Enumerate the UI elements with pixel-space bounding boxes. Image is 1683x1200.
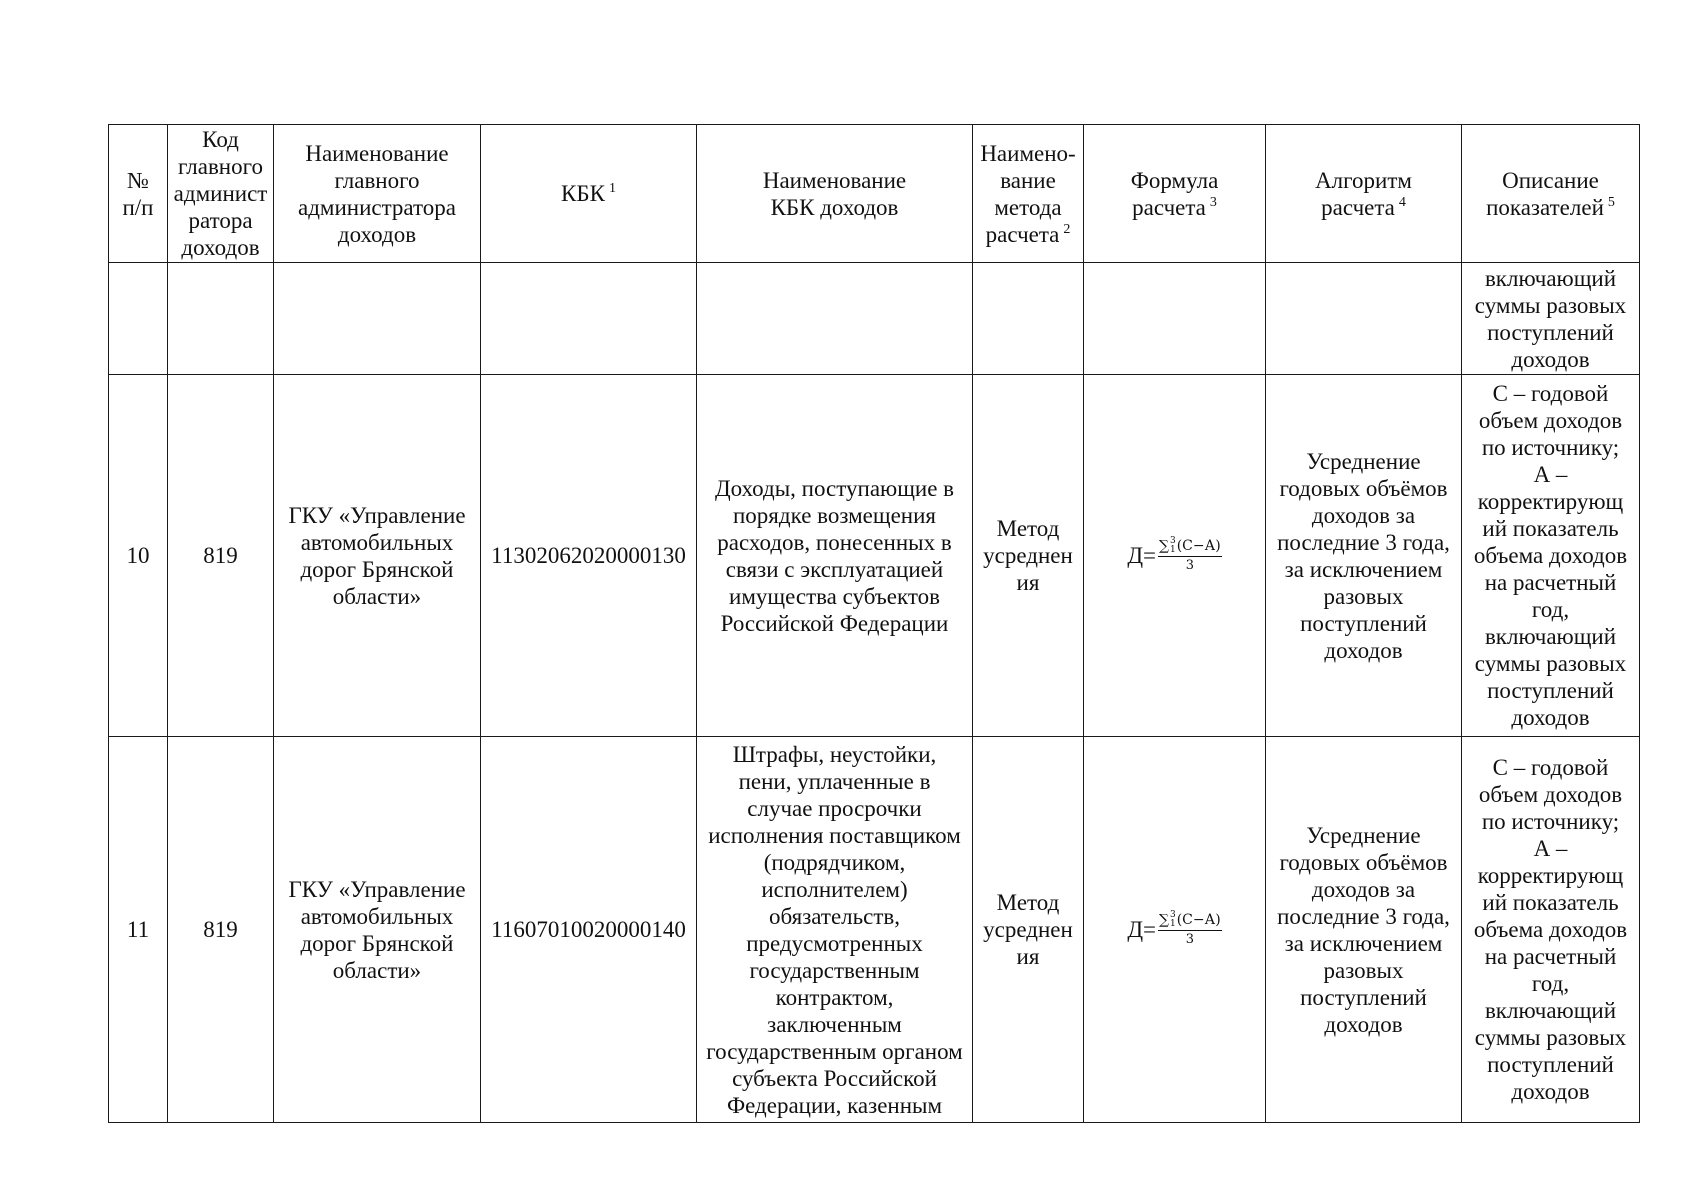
- formula-numerator: [1158, 537, 1222, 557]
- header-algorithm: [1266, 125, 1462, 263]
- row-number: 11: [126, 917, 150, 942]
- header-row: [109, 125, 1640, 263]
- footnote-mark-5: 5: [1607, 194, 1615, 210]
- method-name: Метод усреднен ия: [983, 516, 1073, 595]
- header-formula-text: Формула расчета: [1130, 167, 1219, 220]
- cell-kbk: [481, 375, 697, 737]
- formula-denominator: 3: [1185, 932, 1194, 947]
- header-admin-code: [168, 125, 274, 263]
- cell-kbk: [481, 737, 697, 1123]
- header-admin-code-text: Код главного админист ратора доходов: [173, 127, 268, 260]
- kbk-code: 11607010020000140: [491, 917, 686, 942]
- cell-method: [973, 375, 1084, 737]
- cell-admin-code: [168, 263, 274, 375]
- formula-expression: (С−А): [1176, 537, 1221, 554]
- cell-algorithm: [1266, 737, 1462, 1123]
- formula-lhs: Д=: [1127, 917, 1156, 942]
- formula-fraction: [1158, 537, 1222, 574]
- formula-denominator: 3: [1185, 558, 1194, 573]
- cell-algorithm: [1266, 375, 1462, 737]
- header-kbk-text: КБК: [561, 181, 605, 206]
- cell-algorithm: [1266, 263, 1462, 375]
- cell-method: [973, 737, 1084, 1123]
- sum-symbol: ∑: [1158, 537, 1169, 554]
- kbk-name: Доходы, поступающие в порядке возмещения расходов, понесенных в связи с эксплуатацией имущества субъектов Российской Федерации: [714, 475, 955, 636]
- sum-symbol: ∑: [1158, 911, 1169, 928]
- cell-num: [109, 375, 168, 737]
- formula-fraction: [1158, 911, 1222, 948]
- cell-description: [1462, 737, 1640, 1123]
- description-text: включающий суммы разовых поступлений доходов: [1474, 265, 1627, 372]
- kbk-name: Штрафы, неустойки, пени, уплаченные в случае просрочки исполнения поставщиком (подрядчиком, исполнителем) обязательств, предусмотренных государственным контрактом, заключенным государственным органом субъекта Российской Федерации, казенным: [706, 741, 963, 1118]
- description-text: С – годовой объем доходов по источнику; А – корректирующ ий показатель объема доходов на расчетный год, включающий суммы разовых поступлений доходов: [1473, 755, 1628, 1104]
- revenue-calculation-methods-table: [108, 124, 1640, 1123]
- formula-expression: (С−А): [1176, 911, 1221, 928]
- header-formula: [1084, 125, 1266, 263]
- cell-admin-name: [274, 263, 481, 375]
- cell-admin-name: [274, 375, 481, 737]
- header-description: [1462, 125, 1640, 263]
- header-admin-name-text: Наименование главного администратора доходов: [297, 140, 456, 247]
- row-number: 10: [126, 543, 150, 568]
- cell-admin-code: [168, 375, 274, 737]
- admin-name: ГКУ «Управление автомобильных дорог Брянской области»: [288, 502, 466, 609]
- admin-code: 819: [203, 543, 238, 568]
- footnote-mark-1: 1: [608, 181, 616, 196]
- cell-kbk-name: [697, 375, 973, 737]
- header-admin-name: [274, 125, 481, 263]
- header-method-text: Наимено- вание метода расчета: [980, 140, 1076, 247]
- cell-kbk-name: [697, 263, 973, 375]
- header-kbk-name: [697, 125, 973, 263]
- footnote-mark-2: 2: [1063, 221, 1071, 237]
- formula-lhs: Д=: [1127, 543, 1156, 568]
- method-name: Метод усреднен ия: [983, 890, 1073, 969]
- header-description-text: Описание показателей: [1486, 167, 1604, 220]
- header-algorithm-text: Алгоритм расчета: [1315, 167, 1412, 220]
- cell-formula: [1084, 737, 1266, 1123]
- cell-description: [1462, 375, 1640, 737]
- header-method: [973, 125, 1084, 263]
- header-num: [109, 125, 168, 263]
- sum-lower-limit: 1: [1169, 919, 1176, 929]
- cell-admin-name: [274, 737, 481, 1123]
- cell-formula: [1084, 375, 1266, 737]
- formula-numerator: [1158, 911, 1222, 931]
- sum-limits: [1170, 911, 1176, 929]
- footnote-mark-4: 4: [1398, 194, 1406, 210]
- algorithm-text: Усреднение годовых объёмов доходов за последние 3 года, за исключением разовых поступлений доходов: [1277, 448, 1450, 663]
- formula: [1127, 911, 1221, 948]
- cell-admin-code: [168, 737, 274, 1123]
- description-text: С – годовой объем доходов по источнику; А – корректирующ ий показатель объема доходов на расчетный год, включающий суммы разовых поступлений доходов: [1473, 381, 1628, 730]
- sum-upper-limit: 3: [1169, 536, 1176, 546]
- cell-num: [109, 737, 168, 1123]
- cell-num: [109, 263, 168, 375]
- sum-limits: [1170, 537, 1176, 555]
- kbk-code: 11302062020000130: [491, 543, 686, 568]
- cell-kbk-name: [697, 737, 973, 1123]
- admin-code: 819: [203, 917, 238, 942]
- sum-lower-limit: 1: [1169, 545, 1176, 555]
- header-num-text: № п/п: [122, 167, 154, 220]
- formula: [1127, 537, 1221, 574]
- cell-formula: [1084, 263, 1266, 375]
- cell-kbk: [481, 263, 697, 375]
- admin-name: ГКУ «Управление автомобильных дорог Брянской области»: [288, 876, 466, 983]
- table-row-10: [109, 375, 1640, 737]
- footnote-mark-3: 3: [1209, 194, 1217, 210]
- cell-description: [1462, 263, 1640, 375]
- cell-method: [973, 263, 1084, 375]
- header-kbk: [481, 125, 697, 263]
- table-row-continuation: [109, 263, 1640, 375]
- sum-upper-limit: 3: [1169, 910, 1176, 920]
- table-row-11: [109, 737, 1640, 1123]
- algorithm-text: Усреднение годовых объёмов доходов за последние 3 года, за исключением разовых поступлений доходов: [1277, 822, 1450, 1037]
- header-kbk-name-text: Наименование КБК доходов: [762, 167, 907, 220]
